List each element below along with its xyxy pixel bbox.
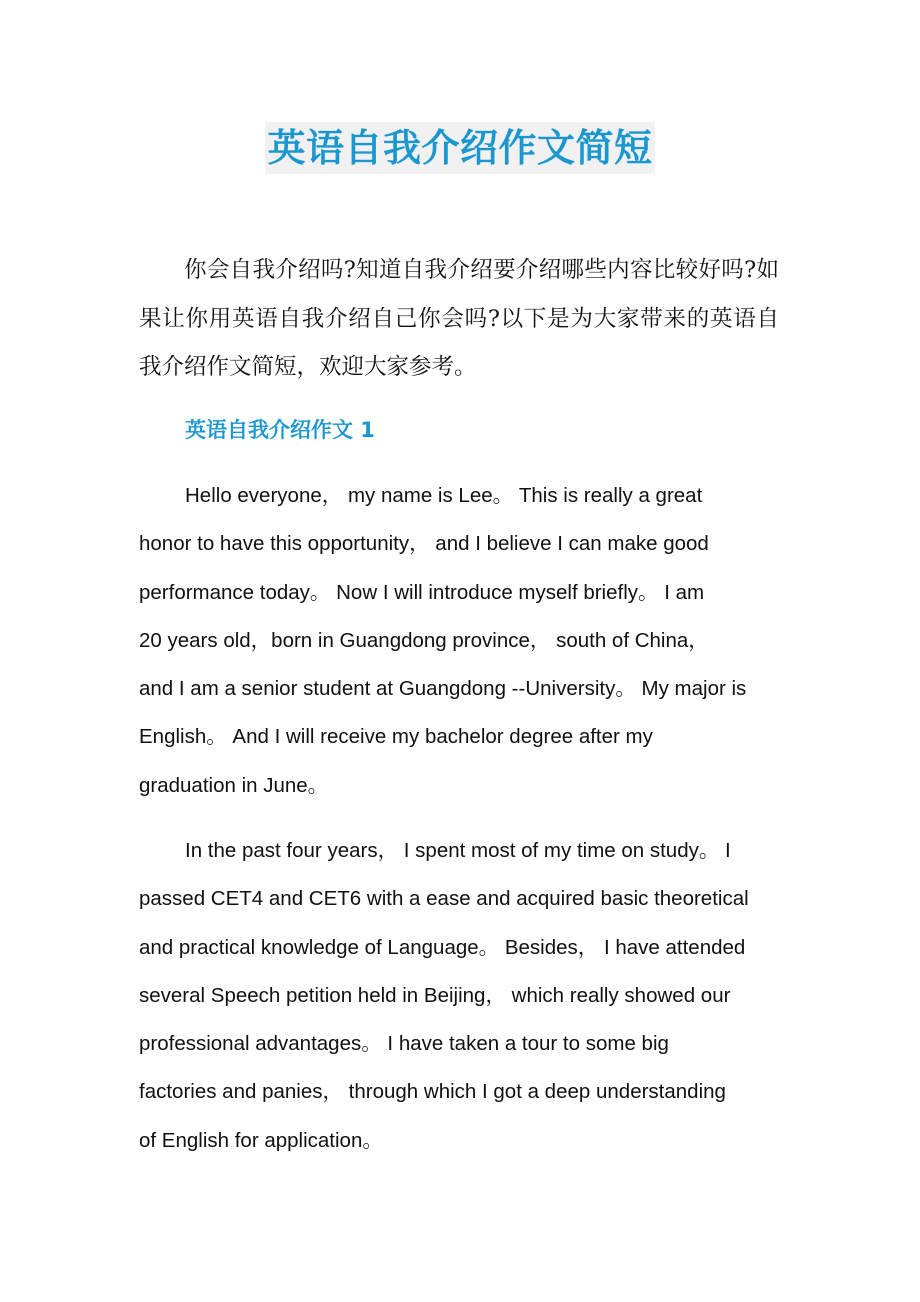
paragraph-line: In the past four years， I spent most of my time on study。 I — [185, 839, 731, 862]
paragraph-line: performance today。 Now I will introduce myself briefly。 I am — [139, 580, 705, 604]
paragraph-line: 20 years old，born in Guangdong province， south of China， — [139, 628, 709, 652]
essay-paragraph-2 — [139, 827, 779, 1165]
paragraph-line: honor to have this opportunity， and I believe I can make good — [139, 532, 709, 556]
section-heading: 英语自我介绍作文 1 — [185, 418, 375, 442]
paragraph-line: and I am a senior student at Guangdong --University。 My major is — [139, 677, 747, 701]
paragraph-line: Hello everyone， my name is Lee。 This is really a great — [185, 484, 703, 507]
document-title: 英语自我介绍作文简短 — [265, 122, 654, 174]
essay-paragraph-1 — [139, 472, 779, 810]
paragraph-line: several Speech petition held in Beijing， which really showed our — [139, 983, 731, 1007]
paragraph-line: passed CET4 and CET6 with a ease and acquired basic theoretical — [139, 887, 749, 911]
paragraph-line: English。 And I will receive my bachelor degree after my — [139, 725, 653, 749]
intro-paragraph: 你会自我介绍吗?知道自我介绍要介绍哪些内容比较好吗?如果让你用英语自我介绍自己你会吗?以下是为大家带来的英语自我介绍作文简短，欢迎大家参考。 — [139, 257, 779, 380]
title-container — [0, 122, 920, 174]
paragraph-line: of English for application。 — [139, 1128, 383, 1152]
paragraph-line: factories and panies， through which I got a deep understanding — [139, 1080, 726, 1104]
paragraph-line: graduation in June。 — [139, 773, 329, 797]
paragraph-line: professional advantages。 I have taken a tour to some big — [139, 1032, 669, 1056]
paragraph-line: and practical knowledge of Language。 Besides， I have attended — [139, 935, 746, 959]
